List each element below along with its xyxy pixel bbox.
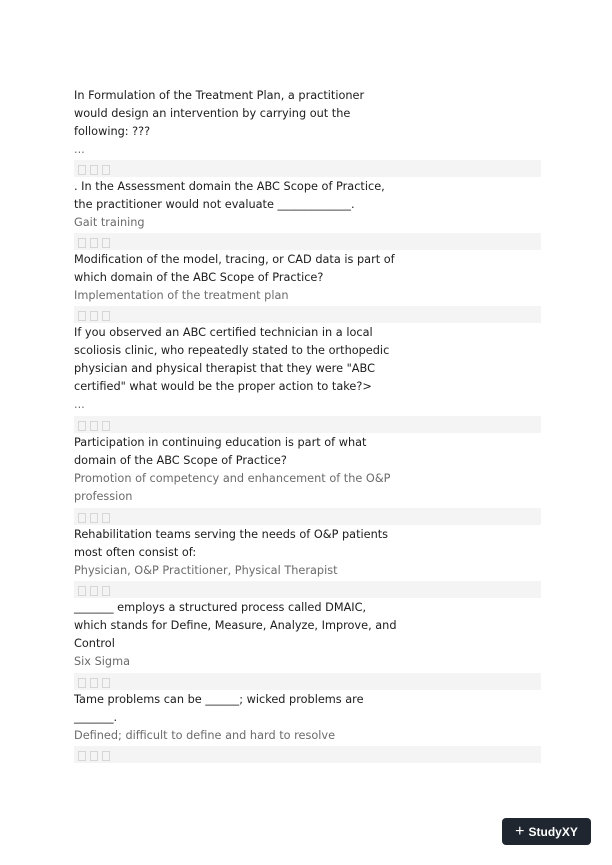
box-glyph-icon bbox=[102, 513, 110, 523]
question-line: Tame problems can be ______; wicked problems are bbox=[74, 693, 364, 706]
answer-line: ... bbox=[74, 398, 85, 411]
studyxy-brand-badge[interactable] bbox=[502, 818, 591, 845]
question-line: _______. bbox=[74, 711, 118, 724]
question-line: would design an intervention by carrying out the bbox=[74, 107, 351, 120]
answer-line: Gait training bbox=[74, 216, 145, 229]
qa-item-4 bbox=[74, 324, 539, 414]
box-glyph-icon bbox=[102, 165, 110, 175]
box-glyph-icon bbox=[90, 751, 98, 761]
separator-bar bbox=[74, 673, 541, 690]
question-line: In Formulation of the Treatment Plan, a practitioner bbox=[74, 89, 365, 102]
box-glyph-icon bbox=[102, 678, 110, 688]
question-line: Participation in continuing education is part of what bbox=[74, 436, 367, 449]
box-glyph-icon bbox=[78, 421, 86, 431]
box-glyph-icon bbox=[78, 513, 86, 523]
plus-icon: + bbox=[515, 822, 525, 840]
box-glyph-icon bbox=[102, 238, 110, 248]
separator-bar bbox=[74, 416, 541, 433]
question-line: Control bbox=[74, 637, 115, 650]
box-glyph-icon bbox=[90, 678, 98, 688]
answer-line: Physician, O&P Practitioner, Physical Therapist bbox=[74, 564, 338, 577]
box-glyph-icon bbox=[90, 586, 98, 596]
question-line: _______ employs a structured process called DMAIC, bbox=[74, 601, 367, 614]
qa-item-2 bbox=[74, 178, 539, 232]
question-line: following: ??? bbox=[74, 125, 151, 138]
separator-bar bbox=[74, 508, 541, 525]
box-glyph-icon bbox=[90, 421, 98, 431]
box-glyph-icon bbox=[90, 238, 98, 248]
question-line: scoliosis clinic, who repeatedly stated to the orthopedic bbox=[74, 344, 390, 357]
question-line: which domain of the ABC Scope of Practice? bbox=[74, 271, 324, 284]
answer-line: profession bbox=[74, 490, 133, 503]
separator-bar bbox=[74, 746, 541, 763]
box-glyph-icon bbox=[78, 311, 86, 321]
question-line: domain of the ABC Scope of Practice? bbox=[74, 454, 287, 467]
answer-line: Six Sigma bbox=[74, 655, 130, 668]
qa-item-3 bbox=[74, 251, 539, 305]
answer-line: Promotion of competency and enhancement of the O&P bbox=[74, 472, 391, 485]
separator-bar bbox=[74, 306, 541, 323]
separator-bar bbox=[74, 233, 541, 250]
question-line: . In the Assessment domain the ABC Scope of Practice, bbox=[74, 180, 385, 193]
qa-item-7 bbox=[74, 599, 539, 671]
box-glyph-icon bbox=[102, 751, 110, 761]
question-line: certified" what would be the proper action to take?> bbox=[74, 380, 372, 393]
answer-line: Defined; difficult to define and hard to resolve bbox=[74, 729, 336, 742]
box-glyph-icon bbox=[78, 586, 86, 596]
box-glyph-icon bbox=[78, 751, 86, 761]
question-line: most often consist of: bbox=[74, 546, 197, 559]
brand-label: StudyXY bbox=[528, 824, 578, 839]
qa-item-6 bbox=[74, 526, 539, 580]
box-glyph-icon bbox=[102, 586, 110, 596]
answer-line: Implementation of the treatment plan bbox=[74, 289, 289, 302]
qa-item-1 bbox=[74, 87, 539, 159]
box-glyph-icon bbox=[90, 311, 98, 321]
question-line: Modification of the model, tracing, or CAD data is part of bbox=[74, 253, 395, 266]
box-glyph-icon bbox=[78, 165, 86, 175]
separator-bar bbox=[74, 160, 541, 177]
qa-item-5 bbox=[74, 434, 539, 506]
box-glyph-icon bbox=[90, 513, 98, 523]
question-line: If you observed an ABC certified technician in a local bbox=[74, 326, 373, 339]
box-glyph-icon bbox=[102, 311, 110, 321]
answer-line: ... bbox=[74, 143, 85, 156]
box-glyph-icon bbox=[78, 238, 86, 248]
box-glyph-icon bbox=[90, 165, 98, 175]
qa-item-8 bbox=[74, 691, 539, 745]
question-line: the practitioner would not evaluate _____________. bbox=[74, 198, 355, 211]
question-line: Rehabilitation teams serving the needs of O&P patients bbox=[74, 528, 389, 541]
box-glyph-icon bbox=[102, 421, 110, 431]
question-line: physician and physical therapist that they were "ABC bbox=[74, 362, 375, 375]
separator-bar bbox=[74, 581, 541, 598]
box-glyph-icon bbox=[78, 678, 86, 688]
question-line: which stands for Define, Measure, Analyze, Improve, and bbox=[74, 619, 397, 632]
